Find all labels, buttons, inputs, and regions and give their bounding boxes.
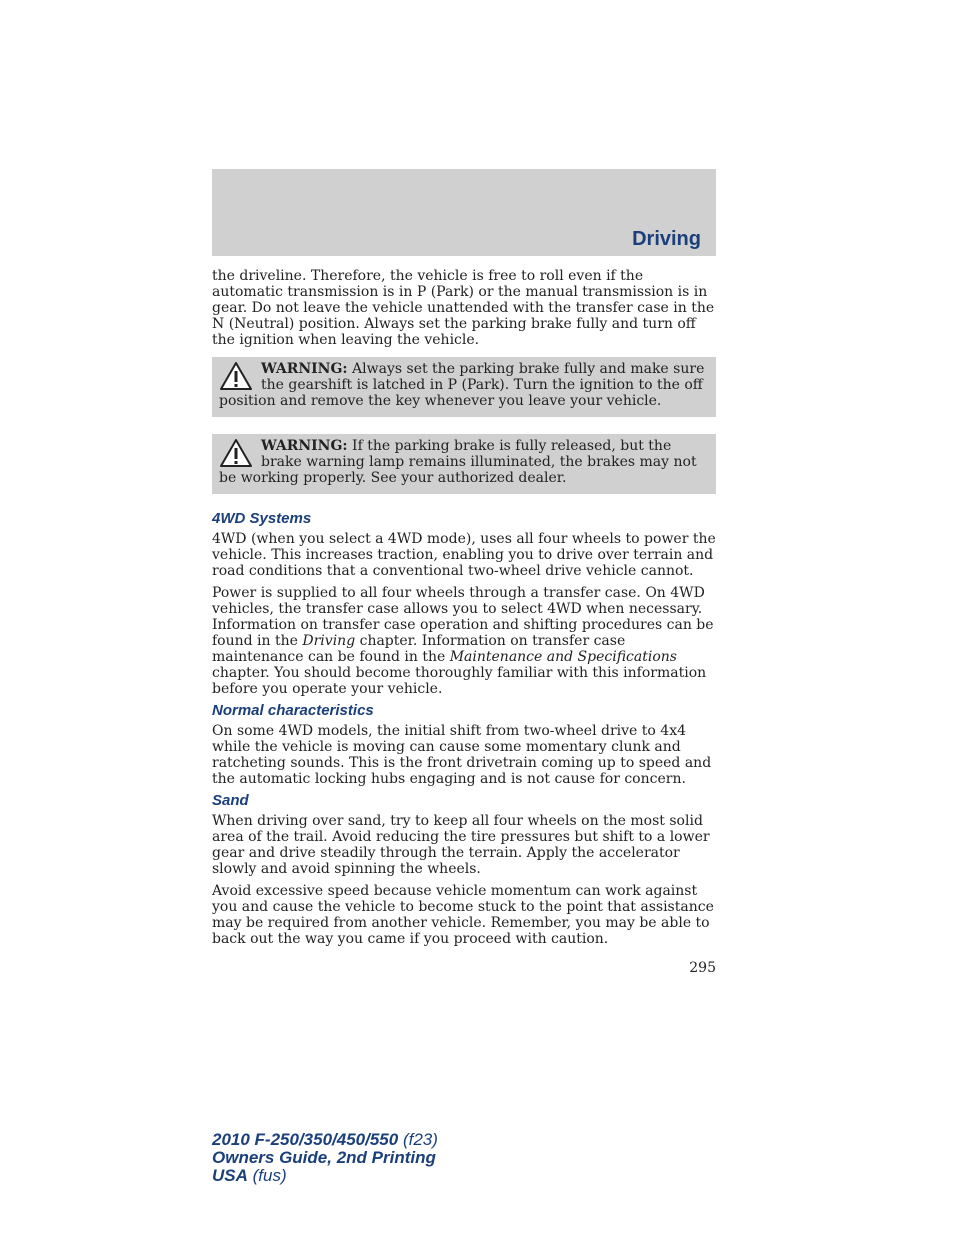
chapter-reference-maintenance: Maintenance and Specifications: [449, 649, 677, 665]
sand-paragraph-1: When driving over sand, try to keep all four wheels on the most solid area of the trail. Avoid reducing the tire pressures but shift to a lower gear and drive steadily through the terrain. Apply the accelerator slowly and avoid spinning the wheels.: [212, 813, 710, 877]
section-heading-sand: Sand: [212, 792, 249, 809]
chapter-title: Driving: [632, 228, 701, 250]
market-name: USA: [212, 1166, 248, 1185]
4wd-paragraph-1: 4WD (when you select a 4WD mode), uses all four wheels to power the vehicle. This increases traction, enabling you to drive over terrain and road conditions that a conventional two-wheel drive vehicle cannot.: [212, 531, 716, 579]
document-footer: [212, 1131, 438, 1185]
warning-label: WARNING:: [261, 361, 348, 377]
warning-label: WARNING:: [261, 438, 348, 454]
warning-box-2: [212, 434, 716, 494]
text-run: Power is supplied to all four wheels through a transfer case. On 4WD vehicles, the transfer case allows you to select 4WD when necessary. Information on transfer case operation and shifting procedures can be found in the: [212, 585, 714, 649]
intro-paragraph: the driveline. Therefore, the vehicle is free to roll even if the automatic transmission is in P (Park) or the manual transmission is in gear. Do not leave the vehicle unattended with the transfer case in the N (Neutral) position. Always set the parking brake fully and turn off the ignition when leaving the vehicle.: [212, 268, 715, 348]
section-heading-normal: Normal characteristics: [212, 702, 374, 719]
footer-line-3: [212, 1167, 438, 1185]
section-heading-4wd: 4WD Systems: [212, 510, 312, 527]
text-run: chapter. You should become thoroughly familiar with this information before you operate your vehicle.: [212, 665, 707, 697]
warning-box-1: [212, 357, 716, 417]
4wd-paragraph-2: [212, 585, 716, 697]
warning-triangle-icon: [219, 361, 253, 391]
model-code: (f23): [398, 1130, 438, 1149]
warning-text: Always set the parking brake fully and make sure the gearshift is latched in P (Park). Turn the ignition to the off position and remove the key whenever you leave your vehicle.: [219, 361, 705, 409]
text-run: chapter. Information on transfer case maintenance can be found in the: [212, 633, 626, 665]
sand-paragraph-2: Avoid excessive speed because vehicle momentum can work against you and cause the vehicle to become stuck to the point that assistance may be required from another vehicle. Remember, you may be able to back out the way you came if you proceed with caution.: [212, 883, 714, 947]
warning-text: If the parking brake is fully released, but the brake warning lamp remains illuminated, the brakes may not be working properly. See your authorized dealer.: [219, 438, 697, 486]
page-number: 295: [689, 960, 716, 976]
market-code: (fus): [247, 1166, 287, 1185]
chapter-header-band: [212, 169, 716, 256]
footer-line-1: [212, 1131, 438, 1149]
chapter-reference-driving: Driving: [302, 633, 356, 649]
page-content: [212, 268, 716, 953]
model-name: 2010 F-250/350/450/550: [212, 1130, 399, 1149]
footer-line-2: Owners Guide, 2nd Printing: [212, 1148, 436, 1167]
warning-triangle-icon: [219, 438, 253, 468]
normal-paragraph-1: On some 4WD models, the initial shift from two-wheel drive to 4x4 while the vehicle is moving can cause some momentary clunk and ratcheting sounds. This is the front drivetrain coming up to speed and the automatic locking hubs engaging and is not cause for concern.: [212, 723, 712, 787]
